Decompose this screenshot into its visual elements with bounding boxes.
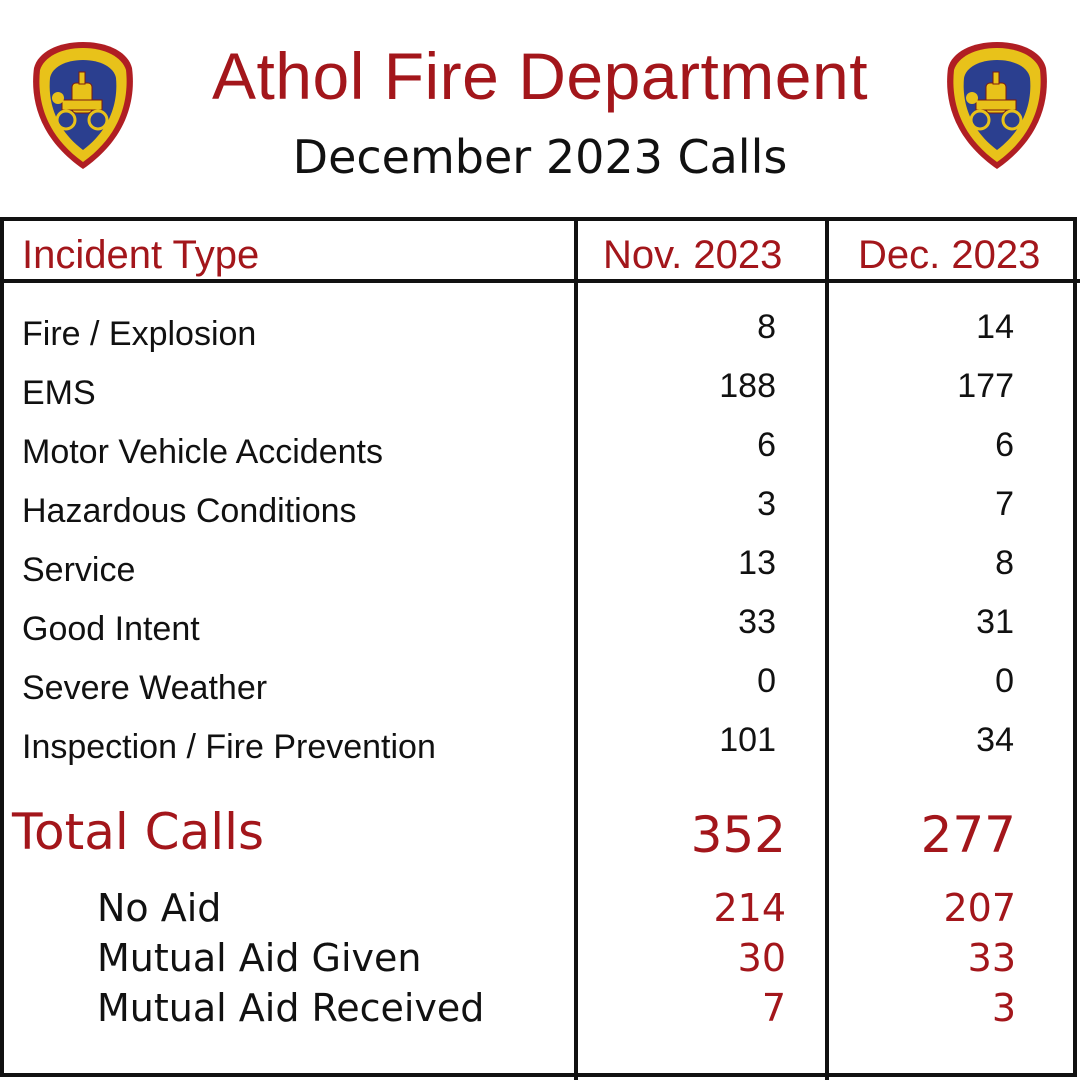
row-nov-value: 6 <box>757 426 776 464</box>
row-label: Hazardous Conditions <box>22 492 357 530</box>
total-calls-label: Total Calls <box>12 803 265 861</box>
aid-label: Mutual Aid Received <box>97 986 485 1030</box>
row-label: Motor Vehicle Accidents <box>22 433 383 471</box>
row-nov-value: 3 <box>757 485 776 523</box>
page-title: Athol Fire Department <box>211 39 869 113</box>
aid-dec-value: 3 <box>991 986 1016 1030</box>
row-nov-value: 101 <box>719 721 776 759</box>
row-label: Good Intent <box>22 610 200 648</box>
row-nov-value: 0 <box>757 662 776 700</box>
header-divider <box>0 279 1080 283</box>
header-nov-2023: Nov. 2023 <box>603 233 783 277</box>
header-dec-2023: Dec. 2023 <box>858 233 1041 277</box>
row-dec-value: 177 <box>957 367 1014 405</box>
row-label: Inspection / Fire Prevention <box>22 728 436 766</box>
row-label: EMS <box>22 374 96 412</box>
total-nov-value: 352 <box>690 806 786 864</box>
total-dec-value: 277 <box>920 806 1016 864</box>
aid-label: Mutual Aid Given <box>97 936 422 980</box>
page-subtitle: December 2023 Calls <box>292 130 788 184</box>
row-label: Severe Weather <box>22 669 268 707</box>
aid-dec-value: 33 <box>967 936 1016 980</box>
aid-nov-value: 7 <box>761 986 786 1030</box>
aid-dec-value: 207 <box>943 886 1016 930</box>
row-dec-value: 6 <box>995 426 1014 464</box>
row-dec-value: 7 <box>995 485 1014 523</box>
row-dec-value: 8 <box>995 544 1014 582</box>
row-nov-value: 33 <box>738 603 776 641</box>
aid-nov-value: 30 <box>737 936 786 980</box>
aid-nov-value: 214 <box>713 886 786 930</box>
row-label: Fire / Explosion <box>22 315 257 353</box>
row-dec-value: 31 <box>976 603 1014 641</box>
row-nov-value: 13 <box>738 544 776 582</box>
column-divider-nov <box>574 217 578 1080</box>
row-dec-value: 34 <box>976 721 1014 759</box>
row-label: Service <box>22 551 136 589</box>
row-nov-value: 188 <box>719 367 776 405</box>
row-dec-value: 14 <box>976 308 1014 346</box>
header-incident-type: Incident Type <box>22 233 260 277</box>
row-dec-value: 0 <box>995 662 1014 700</box>
column-divider-dec <box>825 217 829 1080</box>
row-nov-value: 8 <box>757 308 776 346</box>
aid-label: No Aid <box>97 886 222 930</box>
